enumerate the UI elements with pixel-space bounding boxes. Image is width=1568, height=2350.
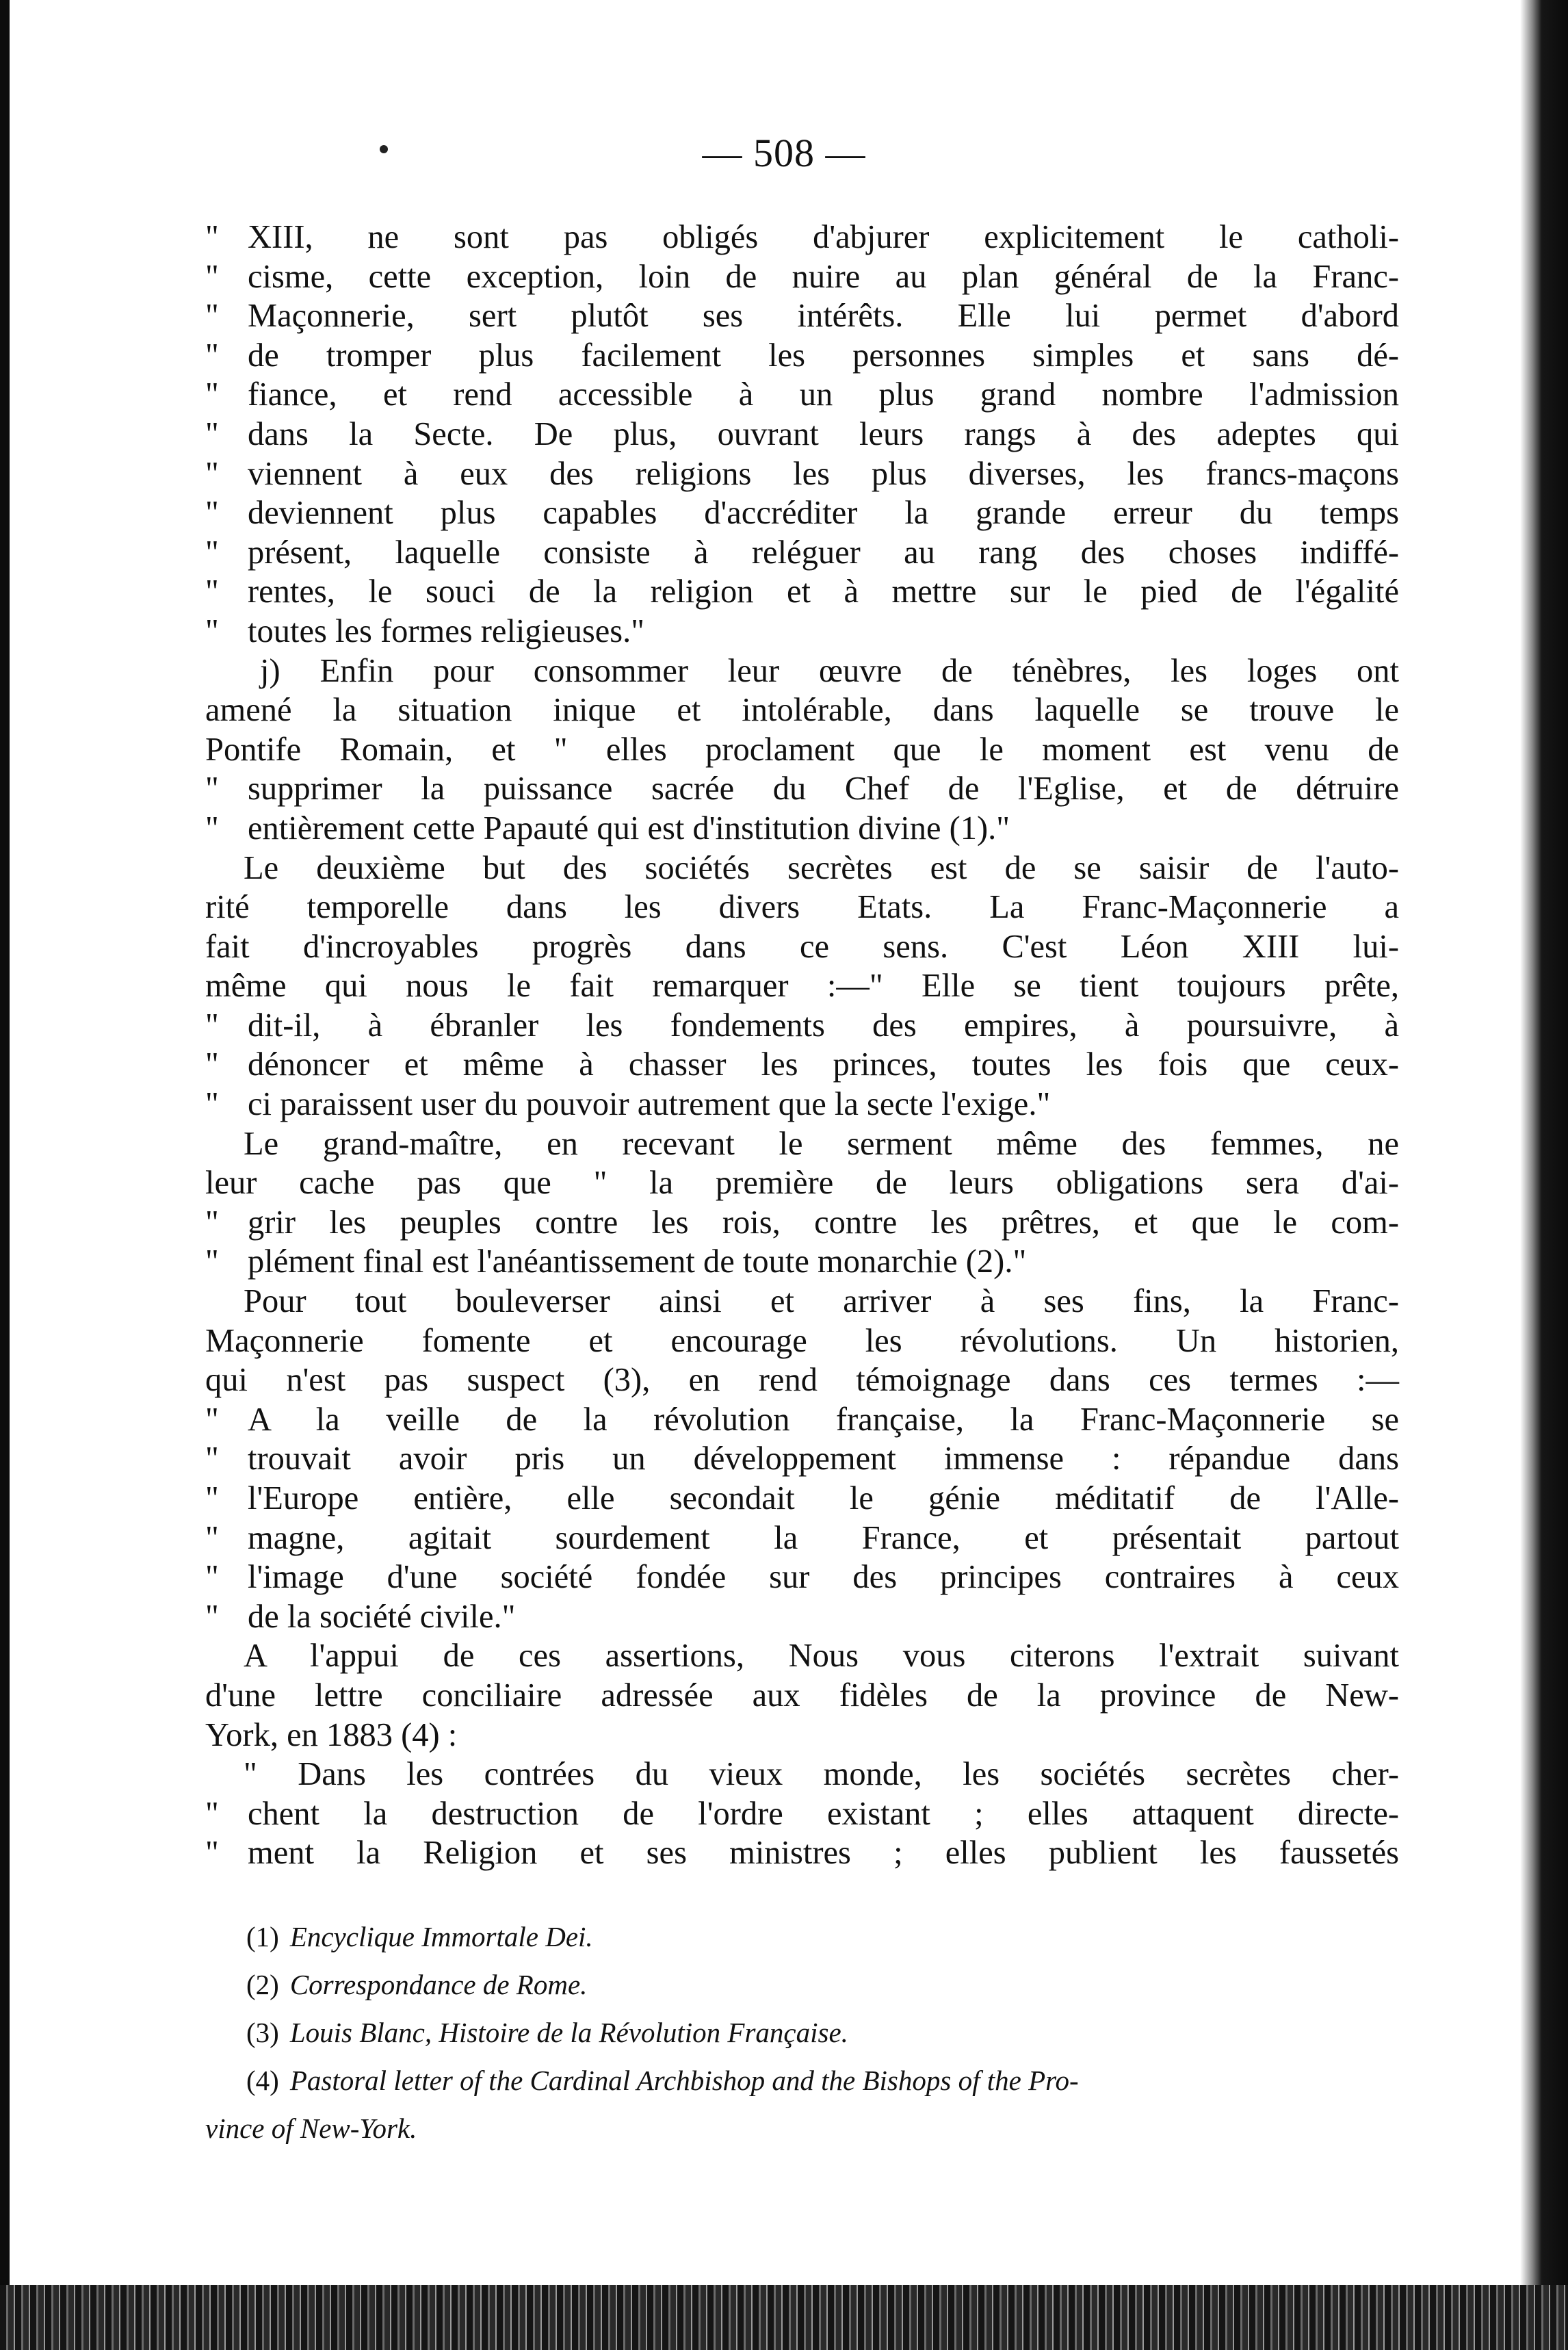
page-number: — 508 —	[702, 131, 866, 175]
text-line: " Maçonnerie, sert plutôt ses intérêts. Elle lui permet d'abord	[205, 296, 1399, 336]
text-line: j) Enfin pour consommer leur œuvre de ténèbres, les loges ont	[260, 652, 1399, 689]
quote-mark: "	[205, 1204, 219, 1241]
text-line: York, en 1883 (4) :	[205, 1716, 458, 1753]
text-line: Pour tout bouleverser ainsi et arriver à ses fins, la Franc-	[244, 1283, 1399, 1320]
quote-mark: "	[205, 1835, 219, 1872]
text-line: Maçonnerie fomente et encourage les révolutions. Un historien,	[205, 1322, 1399, 1359]
quote-mark: "	[205, 219, 219, 255]
footnote-text: Correspondance de Rome.	[289, 1969, 588, 2000]
text-line: Pontife Romain, et " elles proclament que le moment est venu de	[205, 731, 1399, 768]
text-line: " grir les peuples contre les rois, contre les prêtres, et que le com-	[205, 1203, 1399, 1243]
quote-mark: "	[205, 534, 219, 571]
text-line: " plément final est l'anéantissement de toute monarchie (2)."	[205, 1242, 1399, 1282]
scan-border-left	[0, 0, 10, 2350]
scan-border-bottom	[0, 2285, 1568, 2350]
footnote-text: vince of New-York.	[205, 2113, 417, 2144]
quote-mark: "	[205, 298, 219, 335]
quote-mark: "	[205, 1480, 219, 1516]
footnote-mark: (3)	[246, 2017, 279, 2048]
quote-mark: "	[205, 1046, 219, 1083]
text-line: " magne, agitait sourdement la France, et présentait partout	[205, 1519, 1399, 1558]
footnote	[205, 1961, 1399, 2009]
footnote	[205, 2056, 1399, 2104]
text-line: " cisme, cette exception, loin de nuire au plan général de la Franc-	[205, 257, 1399, 297]
text-line: " toutes les formes religieuses."	[205, 612, 1399, 651]
footnote-mark: (1)	[246, 1921, 279, 1952]
quote-mark: "	[205, 1598, 219, 1635]
text-line: " trouvait avoir pris un développement immense : répandue dans	[205, 1439, 1399, 1479]
footnote-mark: (4)	[246, 2065, 279, 2096]
text-line: " de la société civile."	[205, 1597, 1399, 1637]
text-line: " chent la destruction de l'ordre existant ; elles attaquent directe-	[205, 1794, 1399, 1834]
body-text	[205, 218, 1399, 1873]
quote-mark: "	[205, 771, 219, 808]
text-line: " viennent à eux des religions les plus diverses, les francs-maçons	[205, 454, 1399, 494]
quote-mark: "	[205, 337, 219, 374]
text-line: amené la situation inique et intolérable, dans laquelle se trouve le	[205, 692, 1399, 729]
text-line: Le deuxième but des sociétés secrètes est de se saisir de l'auto-	[244, 849, 1399, 886]
text-line: " entièrement cette Papauté qui est d'institution divine (1)."	[205, 809, 1399, 849]
footnote	[205, 1913, 1399, 1961]
text-line: " dit-il, à ébranler les fondements des empires, à poursuivre, à	[205, 1006, 1399, 1046]
text-line: d'une lettre conciliaire adressée aux fidèles de la province de New-	[205, 1677, 1399, 1714]
quote-mark: "	[205, 495, 219, 532]
scan-border-right	[1520, 0, 1568, 2350]
footnote-text: Louis Blanc, Histoire de la Révolution Française.	[289, 2017, 848, 2048]
text-line: " Dans les contrées du vieux monde, les sociétés secrètes cher-	[244, 1756, 1399, 1793]
text-line: " rentes, le souci de la religion et à mettre sur le pied de l'égalité	[205, 572, 1399, 612]
text-line: " de tromper plus facilement les personnes simples et sans dé-	[205, 336, 1399, 376]
footnote-mark: (2)	[246, 1969, 279, 2000]
text-line: A l'appui de ces assertions, Nous vous citerons l'extrait suivant	[244, 1638, 1399, 1675]
footnote-text: Encyclique Immortale Dei.	[289, 1921, 593, 1952]
quote-mark: "	[205, 1795, 219, 1832]
quote-mark: "	[205, 1559, 219, 1596]
quote-mark: "	[205, 415, 219, 452]
text-line: " ci paraissent user du pouvoir autrement que la secte l'exige."	[205, 1085, 1399, 1124]
text-line: " ment la Religion et ses ministres ; elles publient les faussetés	[205, 1833, 1399, 1873]
text-line: " présent, laquelle consiste à reléguer au rang des choses indiffé-	[205, 533, 1399, 573]
text-line: qui n'est pas suspect (3), en rend témoignage dans ces termes :—	[205, 1362, 1399, 1399]
quote-mark: "	[205, 810, 219, 847]
quote-mark: "	[205, 455, 219, 492]
text-line: leur cache pas que " la première de leurs obligations sera d'ai-	[205, 1165, 1399, 1202]
footnote-text: Pastoral letter of the Cardinal Archbishop and the Bishops of the Pro-	[289, 2065, 1079, 2096]
text-line: " dans la Secte. De plus, ouvrant leurs rangs à des adeptes qui	[205, 415, 1399, 454]
footnotes	[205, 1913, 1399, 2152]
text-line: " deviennent plus capables d'accréditer la grande erreur du temps	[205, 493, 1399, 533]
text-line: même qui nous le fait remarquer :—" Elle se tient toujours prête,	[205, 968, 1399, 1005]
text-line: " l'image d'une société fondée sur des principes contraires à ceux	[205, 1558, 1399, 1597]
quote-mark: "	[205, 1401, 219, 1438]
quote-mark: "	[205, 573, 219, 610]
quote-mark: "	[205, 1441, 219, 1477]
text-line: rité temporelle dans les divers Etats. La Franc-Maçonnerie a	[205, 889, 1399, 926]
quote-mark: "	[205, 1243, 219, 1280]
quote-mark: "	[205, 1007, 219, 1044]
text-line: fait d'incroyables progrès dans ce sens. C'est Léon XIII lui-	[205, 928, 1399, 965]
quote-mark: "	[205, 612, 219, 649]
quote-mark: "	[205, 376, 219, 413]
quote-mark: "	[205, 1086, 219, 1123]
text-line: " fiance, et rend accessible à un plus grand nombre l'admission	[205, 375, 1399, 415]
text-line: Le grand-maître, en recevant le serment même des femmes, ne	[244, 1125, 1399, 1162]
text-line: " A la veille de la révolution française, la Franc-Maçonnerie se	[205, 1400, 1399, 1440]
footnote-continuation	[205, 2104, 1399, 2152]
footnote	[205, 2009, 1399, 2056]
quote-mark: "	[205, 258, 219, 295]
text-line: " supprimer la puissance sacrée du Chef de l'Eglise, et de détruire	[205, 769, 1399, 809]
text-line: " XIII, ne sont pas obligés d'abjurer explicitement le catholi-	[205, 218, 1399, 257]
text-line: " l'Europe entière, elle secondait le génie méditatif de l'Alle-	[205, 1479, 1399, 1519]
quote-mark: "	[205, 1519, 219, 1556]
text-line: " dénoncer et même à chasser les princes, toutes les fois que ceux-	[205, 1045, 1399, 1085]
